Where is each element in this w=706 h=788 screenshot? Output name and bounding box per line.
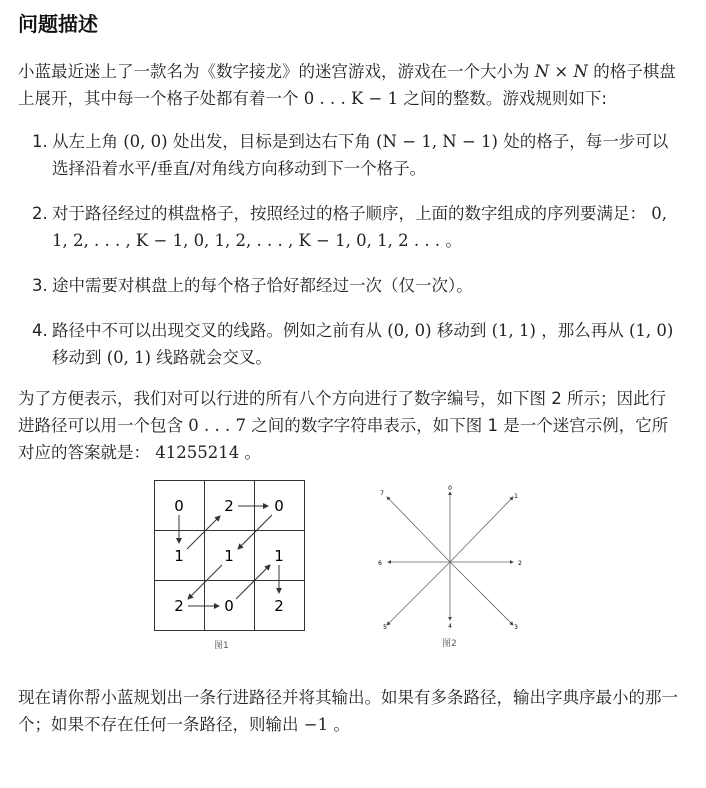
direction-label: 1 — [514, 493, 518, 500]
intro-text-3: 之间的整数。游戏规则如下: — [403, 89, 607, 108]
figure-2-caption: 图2 — [442, 639, 457, 649]
intro-paragraph — [18, 58, 680, 112]
maze-grid — [154, 480, 310, 636]
direction-paragraph: 为了方便表示，我们对可以行进的所有八个方向进行了数字编号，如下图 2 所示；因此行进路径可以用一个包含 0 . . . 7 之间的数字字符串表示，如下图 1 是一个迷宫示例，它所对应的答案就是： 41255214 。 — [18, 389, 669, 462]
grid-cell: 2 — [224, 497, 234, 515]
grid-cell: 0 — [274, 497, 284, 515]
intro-text-2: 的格子棋盘上展开，其中每一个格子处都有着一个 — [18, 62, 676, 108]
grid-cell: 1 — [224, 547, 234, 565]
figure-1 — [154, 480, 310, 651]
rule-item: 1. 从左上角 (0, 0) 处出发，目标是到达右下角 (N − 1, N − 1) 处的格子，每一步可以选择沿着水平/垂直/对角线方向移动到下一个格子。 — [32, 132, 669, 178]
rules-list — [18, 128, 680, 371]
grid-cell: 1 — [174, 547, 184, 565]
direction-label: 4 — [448, 623, 452, 630]
direction-label: 2 — [518, 560, 522, 567]
end-coord-math: (N − 1, N − 1) — [376, 132, 498, 151]
direction-arrow-7 — [387, 497, 450, 562]
direction-arrow-1 — [450, 497, 513, 562]
grid-cell: 0 — [174, 497, 184, 515]
problem-description — [18, 6, 680, 738]
task-paragraph: 现在请你帮小蓝规划出一条行进路径并将其输出。如果有多条路径，输出字典序最小的那一个；如果不存在任何一条路径，则输出 −1 。 — [18, 688, 678, 734]
grid-cell: 1 — [274, 547, 284, 565]
grid-cell: 0 — [224, 597, 234, 615]
rule-item: 3. 途中需要对棋盘上的每个格子恰好都经过一次（仅一次）。 — [32, 276, 473, 295]
direction-label: 3 — [514, 624, 518, 631]
rule-item: 4. 路径中不可以出现交叉的线路。例如之前有从 (0, 0) 移动到 (1, 1) ，那么再从 (1, 0) 移动到 (0, 1) 线路就会交叉。 — [32, 321, 674, 367]
board-size-math: N × N — [534, 62, 588, 81]
figure-1-caption: 图1 — [214, 641, 229, 651]
section-title: 问题描述 — [18, 12, 98, 36]
path-arrow — [187, 516, 220, 549]
sequence-math: 0, 1, 2, . . . , K − 1, 0, 1, 2, . . . , K − 1, 0, 1, 2 . . . — [52, 204, 667, 250]
no-path-output-math: −1 — [303, 715, 329, 734]
start-coord-math: (0, 0) — [123, 132, 168, 151]
example-answer-math: 41255214 — [155, 443, 240, 462]
rule-item: 2. 对于路径经过的棋盘格子，按照经过的格子顺序，上面的数字组成的序列要满足： 0, 1, 2, . . . , K − 1, 0, 1, 2, . . . , K − 1, 0, 1, 2 . . . 。 — [32, 204, 667, 250]
direction-label: 6 — [378, 560, 382, 567]
grid-cell: 2 — [274, 597, 284, 615]
direction-label: 5 — [383, 624, 387, 631]
value-range-math: 0 . . . K − 1 — [303, 89, 399, 108]
direction-compass — [358, 480, 522, 631]
figure-2 — [358, 480, 522, 649]
path-arrow — [236, 565, 270, 599]
direction-label: 0 — [448, 485, 452, 492]
digit-range-math: 0 . . . 7 — [188, 416, 246, 435]
grid-cell: 2 — [174, 597, 184, 615]
direction-label: 7 — [380, 490, 384, 497]
figures — [18, 466, 680, 666]
direction-arrow-5 — [387, 562, 450, 625]
direction-arrow-3 — [450, 562, 513, 625]
intro-text: 小蓝最近迷上了一款名为《数字接龙》的迷宫游戏，游戏在一个大小为 — [18, 62, 530, 81]
